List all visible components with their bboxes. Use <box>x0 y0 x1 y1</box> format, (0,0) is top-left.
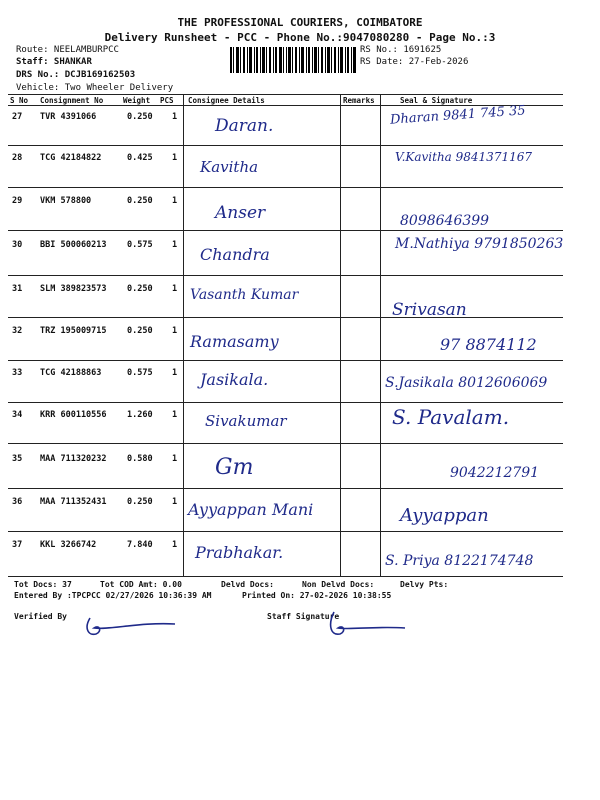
row-consignment: BBI 500060213 <box>40 240 107 250</box>
runsheet-subtitle: Delivery Runsheet - PCC - Phone No.:9047080280 - Page No.:3 <box>104 31 496 44</box>
col-remarks: Remarks <box>343 96 375 105</box>
seal-signature: S.Jasikala 8012606069 <box>385 375 548 391</box>
consignee-signature: Daran. <box>215 116 274 136</box>
row-weight: 0.425 <box>127 153 153 163</box>
row-consignment: TVR 4391066 <box>40 112 97 122</box>
row-pcs: 1 <box>172 196 178 206</box>
row-sno: 30 <box>12 240 23 250</box>
row-pcs: 1 <box>172 540 178 550</box>
row-sno: 29 <box>12 196 23 206</box>
seal-signature: M.Nathiya 9791850263 <box>395 236 564 252</box>
row-pcs: 1 <box>172 240 178 250</box>
row-weight: 0.575 <box>127 368 153 378</box>
row-divider <box>8 317 563 318</box>
col-consignee: Consignee Details <box>188 96 265 105</box>
row-consignment: VKM 578800 <box>40 196 92 206</box>
row-weight: 0.250 <box>127 284 153 294</box>
rs-date: RS Date: 27-Feb-2026 <box>360 57 469 67</box>
row-sno: 33 <box>12 368 23 378</box>
row-divider <box>8 443 563 444</box>
row-sno: 27 <box>12 112 23 122</box>
remarks-divider <box>340 94 341 577</box>
row-weight: 0.250 <box>127 196 153 206</box>
consignee-signature: Ramasamy <box>190 332 279 351</box>
consignee-signature: Jasikala. <box>200 370 269 389</box>
row-consignment: TCG 42184822 <box>40 153 102 163</box>
row-pcs: 1 <box>172 112 178 122</box>
row-sno: 37 <box>12 540 23 550</box>
col-seal-signature: Seal & Signature <box>400 96 473 105</box>
row-sno: 36 <box>12 497 23 507</box>
row-divider <box>8 488 563 489</box>
staff-signature <box>320 608 410 640</box>
consignee-signature: Kavitha <box>200 158 259 176</box>
row-weight: 0.250 <box>127 497 153 507</box>
seal-signature: Dharan 9841 745 35 <box>389 103 527 128</box>
consignee-signature: Gm <box>215 455 254 480</box>
consignee-signature: Ayyappan Mani <box>188 500 314 519</box>
row-weight: 0.250 <box>127 326 153 336</box>
consignee-signature: Chandra <box>200 245 270 264</box>
seal-signature: 9042212791 <box>450 465 540 481</box>
row-consignment: KKL 3266742 <box>40 540 97 550</box>
row-weight: 0.580 <box>127 454 153 464</box>
seal-signature: Srivasan <box>392 300 467 320</box>
row-divider <box>8 402 563 403</box>
row-sno: 34 <box>12 410 23 420</box>
delivery-points: Delvy Pts: <box>400 580 449 589</box>
drs-number: DRS No.: DCJB169162503 <box>16 70 136 80</box>
row-weight: 7.840 <box>127 540 153 550</box>
verifier-signature <box>80 610 180 640</box>
row-pcs: 1 <box>172 410 178 420</box>
verified-by-label: Verified By <box>14 612 67 621</box>
row-divider <box>8 360 563 361</box>
row-divider <box>8 145 563 146</box>
col-pcs: PCS <box>160 96 174 105</box>
non-delivered-docs: Non Delvd Docs: <box>302 580 375 589</box>
seal-signature: S. Priya 8122174748 <box>385 553 534 569</box>
row-consignment: TRZ 195009715 <box>40 326 107 336</box>
consignee-divider <box>183 94 184 577</box>
table-top-border <box>8 94 563 95</box>
row-divider <box>8 531 563 532</box>
row-consignment: KRR 600110556 <box>40 410 107 420</box>
seal-signature: V.Kavitha 9841371167 <box>395 150 532 164</box>
company-title: THE PROFESSIONAL COURIERS, COIMBATORE <box>177 16 423 29</box>
seal-signature: 8098646399 <box>400 213 490 229</box>
table-bottom-border <box>8 576 563 577</box>
vehicle-label: Vehicle: Two Wheeler Delivery <box>16 83 174 93</box>
consignee-signature: Sivakumar <box>205 412 287 430</box>
row-pcs: 1 <box>172 454 178 464</box>
staff-label: Staff: SHANKAR <box>16 57 92 67</box>
row-weight: 1.260 <box>127 410 153 420</box>
row-sno: 35 <box>12 454 23 464</box>
row-sno: 32 <box>12 326 23 336</box>
row-consignment: MAA 711320232 <box>40 454 107 464</box>
row-weight: 0.250 <box>127 112 153 122</box>
row-pcs: 1 <box>172 368 178 378</box>
row-pcs: 1 <box>172 497 178 507</box>
seal-signature: 97 8874112 <box>440 335 537 354</box>
total-cod-amount: Tot COD Amt: 0.00 <box>100 580 182 589</box>
row-consignment: SLM 389823573 <box>40 284 107 294</box>
col-consignment: Consignment No <box>40 96 104 105</box>
seal-signature: S. Pavalam. <box>392 405 510 429</box>
total-docs: Tot Docs: 37 <box>14 580 72 589</box>
consignee-signature: Vasanth Kumar <box>190 287 299 303</box>
col-sno: S No <box>10 96 29 105</box>
consignee-signature: Anser <box>215 203 266 223</box>
row-divider <box>8 275 563 276</box>
row-divider <box>8 230 563 231</box>
consignee-signature: Prabhakar. <box>195 543 284 562</box>
row-consignment: MAA 711352431 <box>40 497 107 507</box>
route-label: Route: NEELAMBURPCC <box>16 45 119 55</box>
seal-divider <box>380 94 381 577</box>
staff-signature-label: Staff Signature <box>267 612 340 621</box>
row-pcs: 1 <box>172 153 178 163</box>
row-divider <box>8 187 563 188</box>
barcode <box>230 47 356 73</box>
printed-on: Printed On: 27-02-2026 10:38:55 <box>242 591 392 600</box>
row-pcs: 1 <box>172 326 178 336</box>
row-sno: 31 <box>12 284 23 294</box>
delivered-docs: Delvd Docs: <box>221 580 274 589</box>
seal-signature: Ayyappan <box>400 505 489 526</box>
row-weight: 0.575 <box>127 240 153 250</box>
col-weight: Weight <box>123 96 151 105</box>
row-sno: 28 <box>12 153 23 163</box>
row-consignment: TCG 42188863 <box>40 368 102 378</box>
rs-number: RS No.: 1691625 <box>360 45 442 55</box>
row-pcs: 1 <box>172 284 178 294</box>
entered-by: Entered By :TPCPCC 02/27/2026 10:36:39 AM <box>14 591 212 600</box>
